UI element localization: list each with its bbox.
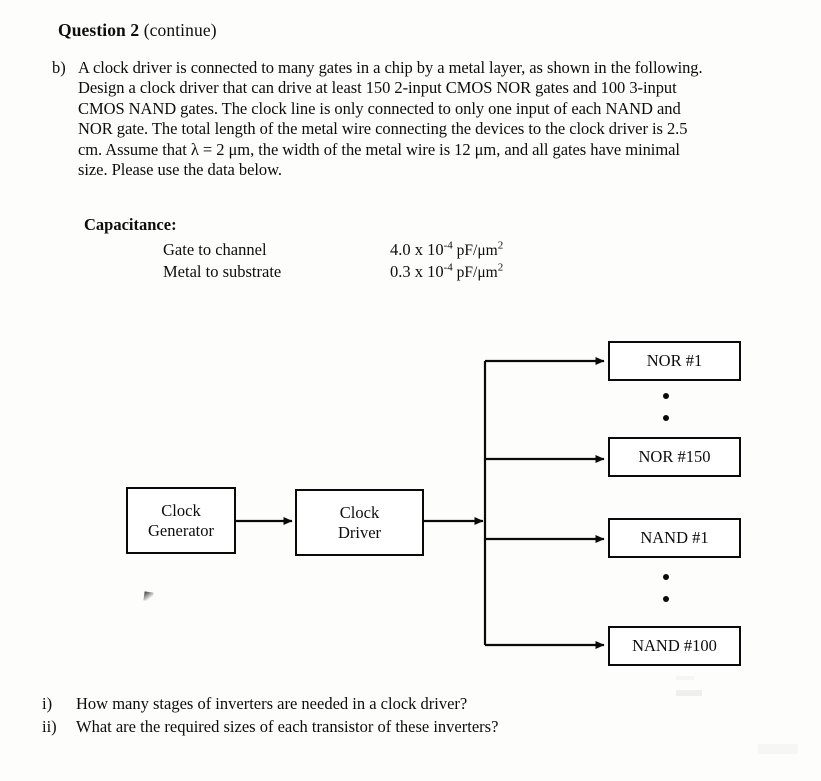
part-b-marker: b) — [52, 58, 66, 77]
clock-generator-label-line1: Clock — [161, 500, 201, 520]
sub-question-marker: i) — [42, 694, 53, 713]
capacitance-unit: pF/μm — [452, 242, 498, 259]
capacitance-exponent: -4 — [443, 261, 453, 274]
scan-artifact — [676, 690, 702, 696]
ellipsis-dot — [663, 393, 669, 399]
capacitance-heading: Capacitance: — [84, 215, 177, 234]
gate-label: NOR #150 — [638, 447, 711, 466]
ellipsis-dot — [663, 415, 669, 421]
capacitance-mantissa: 4.0 x 10 — [390, 240, 444, 259]
part-b-line: A clock driver is connected to many gates in a chip by a metal layer, as shown in the following. — [78, 58, 703, 77]
sub-question-text: How many stages of inverters are needed in a clock driver? — [76, 694, 468, 713]
part-b-paragraph — [52, 58, 800, 180]
block-nand-gate-last — [608, 626, 741, 666]
block-nor-gate-last — [608, 437, 741, 477]
sub-questions-list — [42, 694, 498, 740]
block-nor-gate-first — [608, 341, 741, 381]
gate-label: NAND #1 — [640, 528, 709, 547]
part-b-line: cm. Assume that λ = 2 μm, the width of the metal wire is 12 μm, and all gates have minimal — [78, 139, 680, 159]
question-continue-note: (continue) — [143, 20, 217, 40]
question-number: Question 2 — [58, 20, 140, 40]
page-title — [58, 20, 217, 41]
capacitance-mantissa: 0.3 x 10 — [390, 262, 444, 281]
part-b-line: CMOS NAND gates. The clock line is only connected to only one input of each NAND and — [78, 98, 681, 118]
capacitance-label: Gate to channel — [163, 240, 267, 259]
part-b-line: Design a clock driver that can drive at least 150 2-input CMOS NOR gates and 100 3-input — [78, 78, 677, 98]
clock-driver-label-line1: Clock — [339, 502, 380, 522]
part-b-line: NOR gate. The total length of the metal wire connecting the devices to the clock driver is 2.5 — [78, 119, 688, 139]
vertical-ellipsis-nand — [659, 574, 673, 602]
gate-label: NAND #100 — [632, 636, 717, 655]
scan-stray-mark — [143, 591, 153, 601]
capacitance-exponent: -4 — [443, 239, 453, 252]
clock-generator-label-line2: Generator — [148, 520, 214, 540]
capacitance-value — [390, 262, 503, 282]
vertical-ellipsis-nor — [659, 393, 673, 421]
sub-question-marker: ii) — [42, 717, 57, 736]
scan-artifact — [676, 676, 694, 680]
sub-question-text: What are the required sizes of each transistor of these inverters? — [76, 717, 499, 736]
ellipsis-dot — [663, 596, 669, 602]
table-row — [163, 240, 503, 262]
part-b-lines — [78, 58, 800, 180]
gate-label: NOR #1 — [646, 351, 703, 370]
block-nand-gate-first — [608, 518, 741, 558]
list-item — [42, 717, 498, 740]
scan-artifact — [758, 744, 798, 754]
table-row — [163, 262, 503, 284]
clock-driver-label-line2: Driver — [337, 522, 382, 542]
capacitance-unit-exponent: 2 — [497, 261, 504, 274]
capacitance-unit: pF/μm — [452, 264, 498, 281]
capacitance-table — [163, 240, 503, 284]
part-b-line: size. Please use the data below. — [78, 160, 282, 180]
capacitance-value — [390, 240, 503, 260]
capacitance-label: Metal to substrate — [163, 262, 282, 281]
block-clock-generator — [126, 487, 236, 554]
capacitance-unit-exponent: 2 — [497, 239, 504, 252]
block-clock-driver — [295, 489, 424, 556]
ellipsis-dot — [663, 574, 669, 580]
list-item — [42, 694, 498, 717]
